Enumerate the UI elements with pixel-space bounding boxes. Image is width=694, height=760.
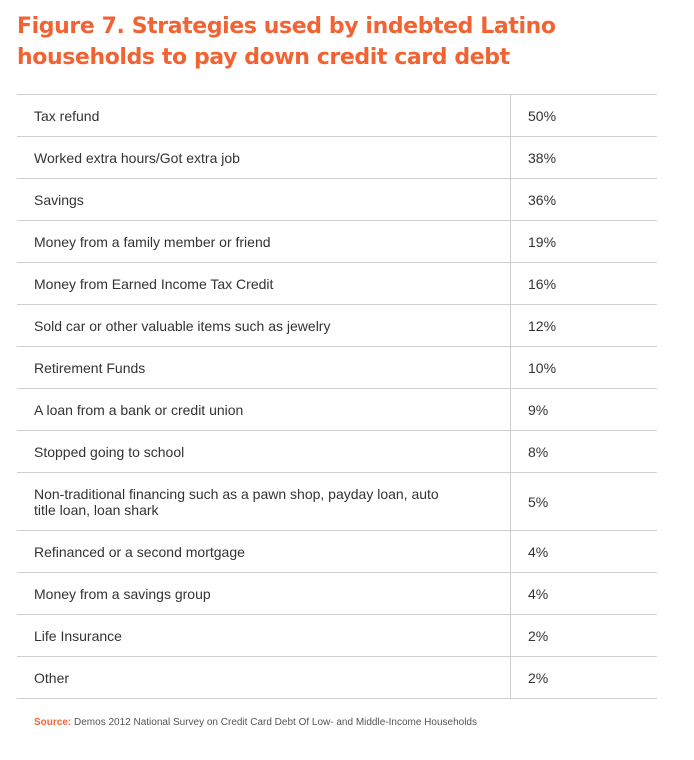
row-value: 19%	[528, 233, 557, 250]
row-value: 38%	[528, 149, 557, 166]
row-value: 4%	[528, 585, 549, 602]
table-row	[17, 389, 657, 431]
row-label: Savings	[17, 179, 511, 221]
row-label: Money from a savings group	[17, 573, 511, 615]
row-value: 50%	[528, 107, 557, 124]
table-row	[17, 347, 657, 389]
table-row	[17, 473, 657, 531]
row-label: Refinanced or a second mortgage	[17, 531, 511, 573]
row-value: 2%	[528, 627, 549, 644]
table-row	[17, 179, 657, 221]
row-label: Non-traditional financing such as a pawn shop, payday loan, auto title loan, loan shark	[17, 473, 511, 531]
row-label: Worked extra hours/Got extra job	[17, 137, 511, 179]
table-body	[17, 95, 657, 699]
strategies-table	[17, 94, 657, 699]
row-value: 16%	[528, 275, 557, 292]
row-label: Tax refund	[17, 95, 511, 137]
table-row	[17, 305, 657, 347]
row-label: Other	[17, 657, 511, 699]
row-value: 12%	[528, 317, 557, 334]
row-label: Retirement Funds	[17, 347, 511, 389]
row-value: 10%	[528, 359, 557, 376]
row-label: Life Insurance	[17, 615, 511, 657]
figure-title: Figure 7. Strategies used by indebted Latino households to pay down credit card debt	[17, 14, 556, 70]
table-row	[17, 95, 657, 137]
row-value: 2%	[528, 669, 549, 686]
row-label: Sold car or other valuable items such as jewelry	[17, 305, 511, 347]
row-value: 36%	[528, 191, 557, 208]
table-row	[17, 573, 657, 615]
row-label: A loan from a bank or credit union	[17, 389, 511, 431]
source-label: Source:	[34, 717, 72, 728]
row-label: Money from Earned Income Tax Credit	[17, 263, 511, 305]
row-value: 4%	[528, 543, 549, 560]
table-row	[17, 431, 657, 473]
row-value: 5%	[528, 493, 549, 510]
row-label: Stopped going to school	[17, 431, 511, 473]
source-text: Demos 2012 National Survey on Credit Card Debt Of Low- and Middle-Income Households	[74, 717, 477, 728]
table-row	[17, 137, 657, 179]
source-note	[34, 717, 477, 728]
row-label: Money from a family member or friend	[17, 221, 511, 263]
table-row	[17, 263, 657, 305]
table-row	[17, 657, 657, 699]
table-row	[17, 531, 657, 573]
row-value: 8%	[528, 443, 549, 460]
table-row	[17, 221, 657, 263]
row-value: 9%	[528, 401, 549, 418]
table-row	[17, 615, 657, 657]
